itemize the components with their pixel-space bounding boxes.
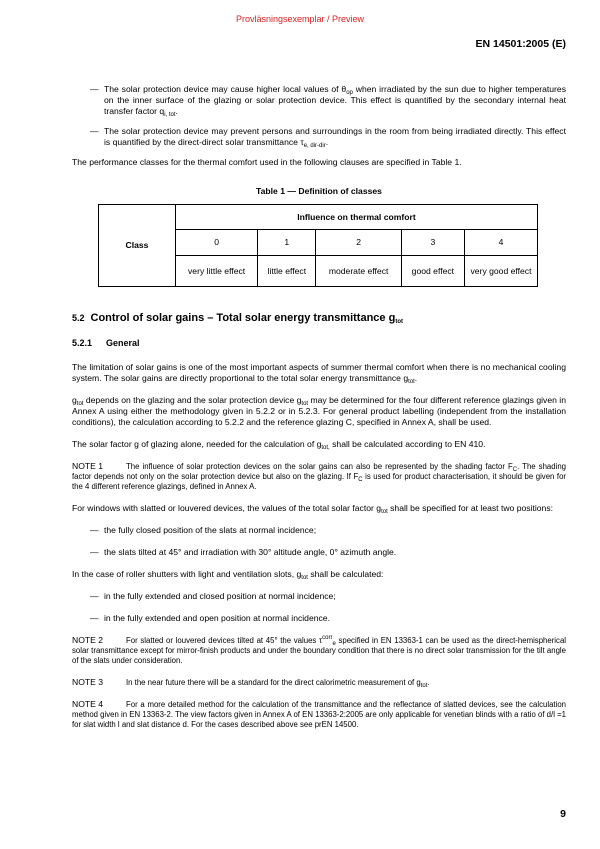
text-run: For slatted or louvered devices tilted at 45° the values τ	[126, 636, 323, 645]
text-run: depends on the glazing and the solar protection device g	[83, 395, 302, 405]
table-caption: Table 1 — Definition of classes	[256, 186, 382, 196]
text-run: shall be calculated according to EN 410.	[329, 439, 486, 449]
note-label: NOTE 3	[72, 677, 104, 687]
classes-table	[98, 204, 538, 287]
class-value: 4	[465, 230, 538, 256]
bullet-dash: —	[90, 525, 99, 535]
text-run: The influence of solar protection devices on the solar gains can also be represented by the shading factor F	[126, 462, 513, 471]
text-run: .	[325, 137, 329, 147]
bullet-dash: —	[90, 591, 99, 601]
bullet-dash: —	[90, 126, 99, 136]
subscript: tot	[381, 509, 388, 515]
text-run: In the near future there will be a standard for the direct calorimetric measurement of g	[126, 678, 421, 687]
bullet-item	[72, 126, 566, 148]
text-run: g	[72, 395, 77, 405]
note-4	[72, 699, 566, 730]
preview-watermark: Provläsningsexemplar / Preview	[235, 14, 365, 24]
text-run: . The shading factor depends not only on the solar protection device but also on the glazing. If F	[72, 462, 566, 481]
bullet-dash: —	[90, 84, 99, 94]
bullet-text: the slats tilted at 45° and irradiation with 30° altitude angle, 0° azimuth angle.	[104, 547, 397, 557]
class-value: 1	[258, 230, 316, 256]
paragraph	[72, 569, 566, 580]
subscript: tot	[420, 683, 428, 689]
note-label: NOTE 2	[72, 635, 104, 645]
text-run: may be determined for the four different reference glazings given in Annex A using either the methodology given in 5.2.2 or in 5.2.3. For general product labelling (independent from the installation conditions), the calculation according to 5.2.2 and the reference glazing C, specified in Annex A, shall be used.	[72, 395, 566, 427]
subscript: tot,	[321, 445, 330, 451]
note-1	[72, 461, 566, 492]
paragraph	[72, 395, 566, 428]
page-number: 9	[560, 808, 566, 820]
section-heading	[72, 313, 566, 324]
text-run: shall be calculated:	[307, 569, 384, 579]
subscript: tot	[395, 319, 403, 325]
subscript: e, dir-dir	[303, 143, 326, 149]
subsection-title: General	[106, 338, 140, 348]
text-run: For windows with slatted or louvered devices, the values of the total solar factor g	[72, 503, 382, 513]
text-run: is used for product characterisation, it should be given for the 4 different reference glazings, defined in Annex A.	[72, 472, 566, 491]
text-run: shall be specified for at least two positions:	[387, 503, 554, 513]
bullet-item	[72, 525, 566, 536]
subscript: i, tot	[164, 112, 176, 118]
bullet-text: in the fully extended and open position at normal incidence.	[104, 613, 330, 623]
note-2	[72, 635, 566, 666]
subscript: tot	[76, 401, 84, 407]
text-run: For a more detailed method for the calculation of the transmittance and the reflectance of slatted devices, see the calculation method given in EN 13363-2. The view factors given in Annex A of EN 13363-2:2005 are only applicable for venetian blinds with a ratio of d/l =1 for slat width l and slat distance d. For the cases described above see prEN 14500.	[72, 700, 566, 729]
effect-value: good effect	[401, 256, 464, 287]
effect-value: very good effect	[465, 256, 538, 287]
intro-paragraph: The performance classes for the thermal comfort used in the following clauses are specified in Table 1.	[72, 157, 462, 167]
subscript: tot	[301, 401, 309, 407]
bullet-text: the fully closed position of the slats at normal incidence;	[104, 525, 317, 535]
bullet-item	[72, 613, 566, 624]
bullet-text	[104, 84, 566, 117]
text-run: The solar protection device may cause higher local values of θ	[104, 84, 347, 94]
class-value: 2	[316, 230, 401, 256]
class-header: Class	[99, 205, 176, 287]
paragraph	[72, 439, 566, 450]
text-run: The solar factor g of glazing alone, needed for the calculation of g	[72, 439, 322, 449]
subscript: tot	[408, 379, 415, 385]
bullet-item	[72, 591, 566, 602]
bullet-text	[104, 126, 566, 148]
section-number: 5.2	[72, 313, 85, 323]
bullet-item	[72, 84, 566, 117]
text-run: specified in EN 13363-1 can be used as the direct-hemispherical solar transmittance except for mirror-finish products and under the boundary condition that there is no direct solar transmission for the tilt angle of the slats under consideration.	[72, 636, 567, 665]
subscript: e	[332, 641, 336, 647]
effect-value: very little effect	[176, 256, 258, 287]
section-title: Control of solar gains – Total solar energy transmittance g	[90, 312, 396, 324]
subsection-number: 5.2.1	[72, 338, 93, 348]
superscript: corr	[322, 635, 333, 641]
note-3	[72, 677, 566, 688]
subsection-heading	[72, 338, 566, 349]
text-run: when irradiated by the sun due to higher temperatures on the inner surface of the glazing or solar protection device. This effect is quantified by the secondary internal heat transfer factor q	[104, 84, 566, 116]
text-run: The limitation of solar gains is one of the most important aspects of summer thermal comfort when there is no mechanical cooling system. The solar gains are directly proportional to the total solar energy transmittance g	[72, 362, 566, 383]
note-label: NOTE 4	[72, 699, 104, 709]
influence-header: Influence on thermal comfort	[176, 205, 538, 230]
subscript: op	[346, 90, 353, 96]
document-id: EN 14501:2005 (E)	[475, 38, 566, 50]
bullet-text: in the fully extended and closed position at normal incidence;	[104, 591, 336, 601]
bullet-dash: —	[90, 613, 99, 623]
note-label: NOTE 1	[72, 461, 104, 471]
subscript: C	[358, 477, 363, 483]
subscript: tot	[301, 575, 308, 581]
text-run: .	[427, 678, 430, 687]
effect-value: little effect	[258, 256, 316, 287]
paragraph	[72, 362, 566, 384]
bullet-dash: —	[90, 547, 99, 557]
subscript: C	[512, 467, 518, 473]
text-run: The solar protection device may prevent persons and surroundings in the room from being irradiated directly. This effect is quantified by the direct-direct solar transmittance τ	[104, 126, 566, 147]
paragraph	[72, 503, 566, 514]
page-content	[72, 84, 566, 730]
bullet-item	[72, 547, 566, 558]
text-run: .	[175, 106, 178, 116]
text-run: .	[414, 373, 418, 383]
effect-value: moderate effect	[316, 256, 401, 287]
class-value: 3	[401, 230, 464, 256]
class-value: 0	[176, 230, 258, 256]
text-run: In the case of roller shutters with light and ventilation slots, g	[72, 569, 302, 579]
